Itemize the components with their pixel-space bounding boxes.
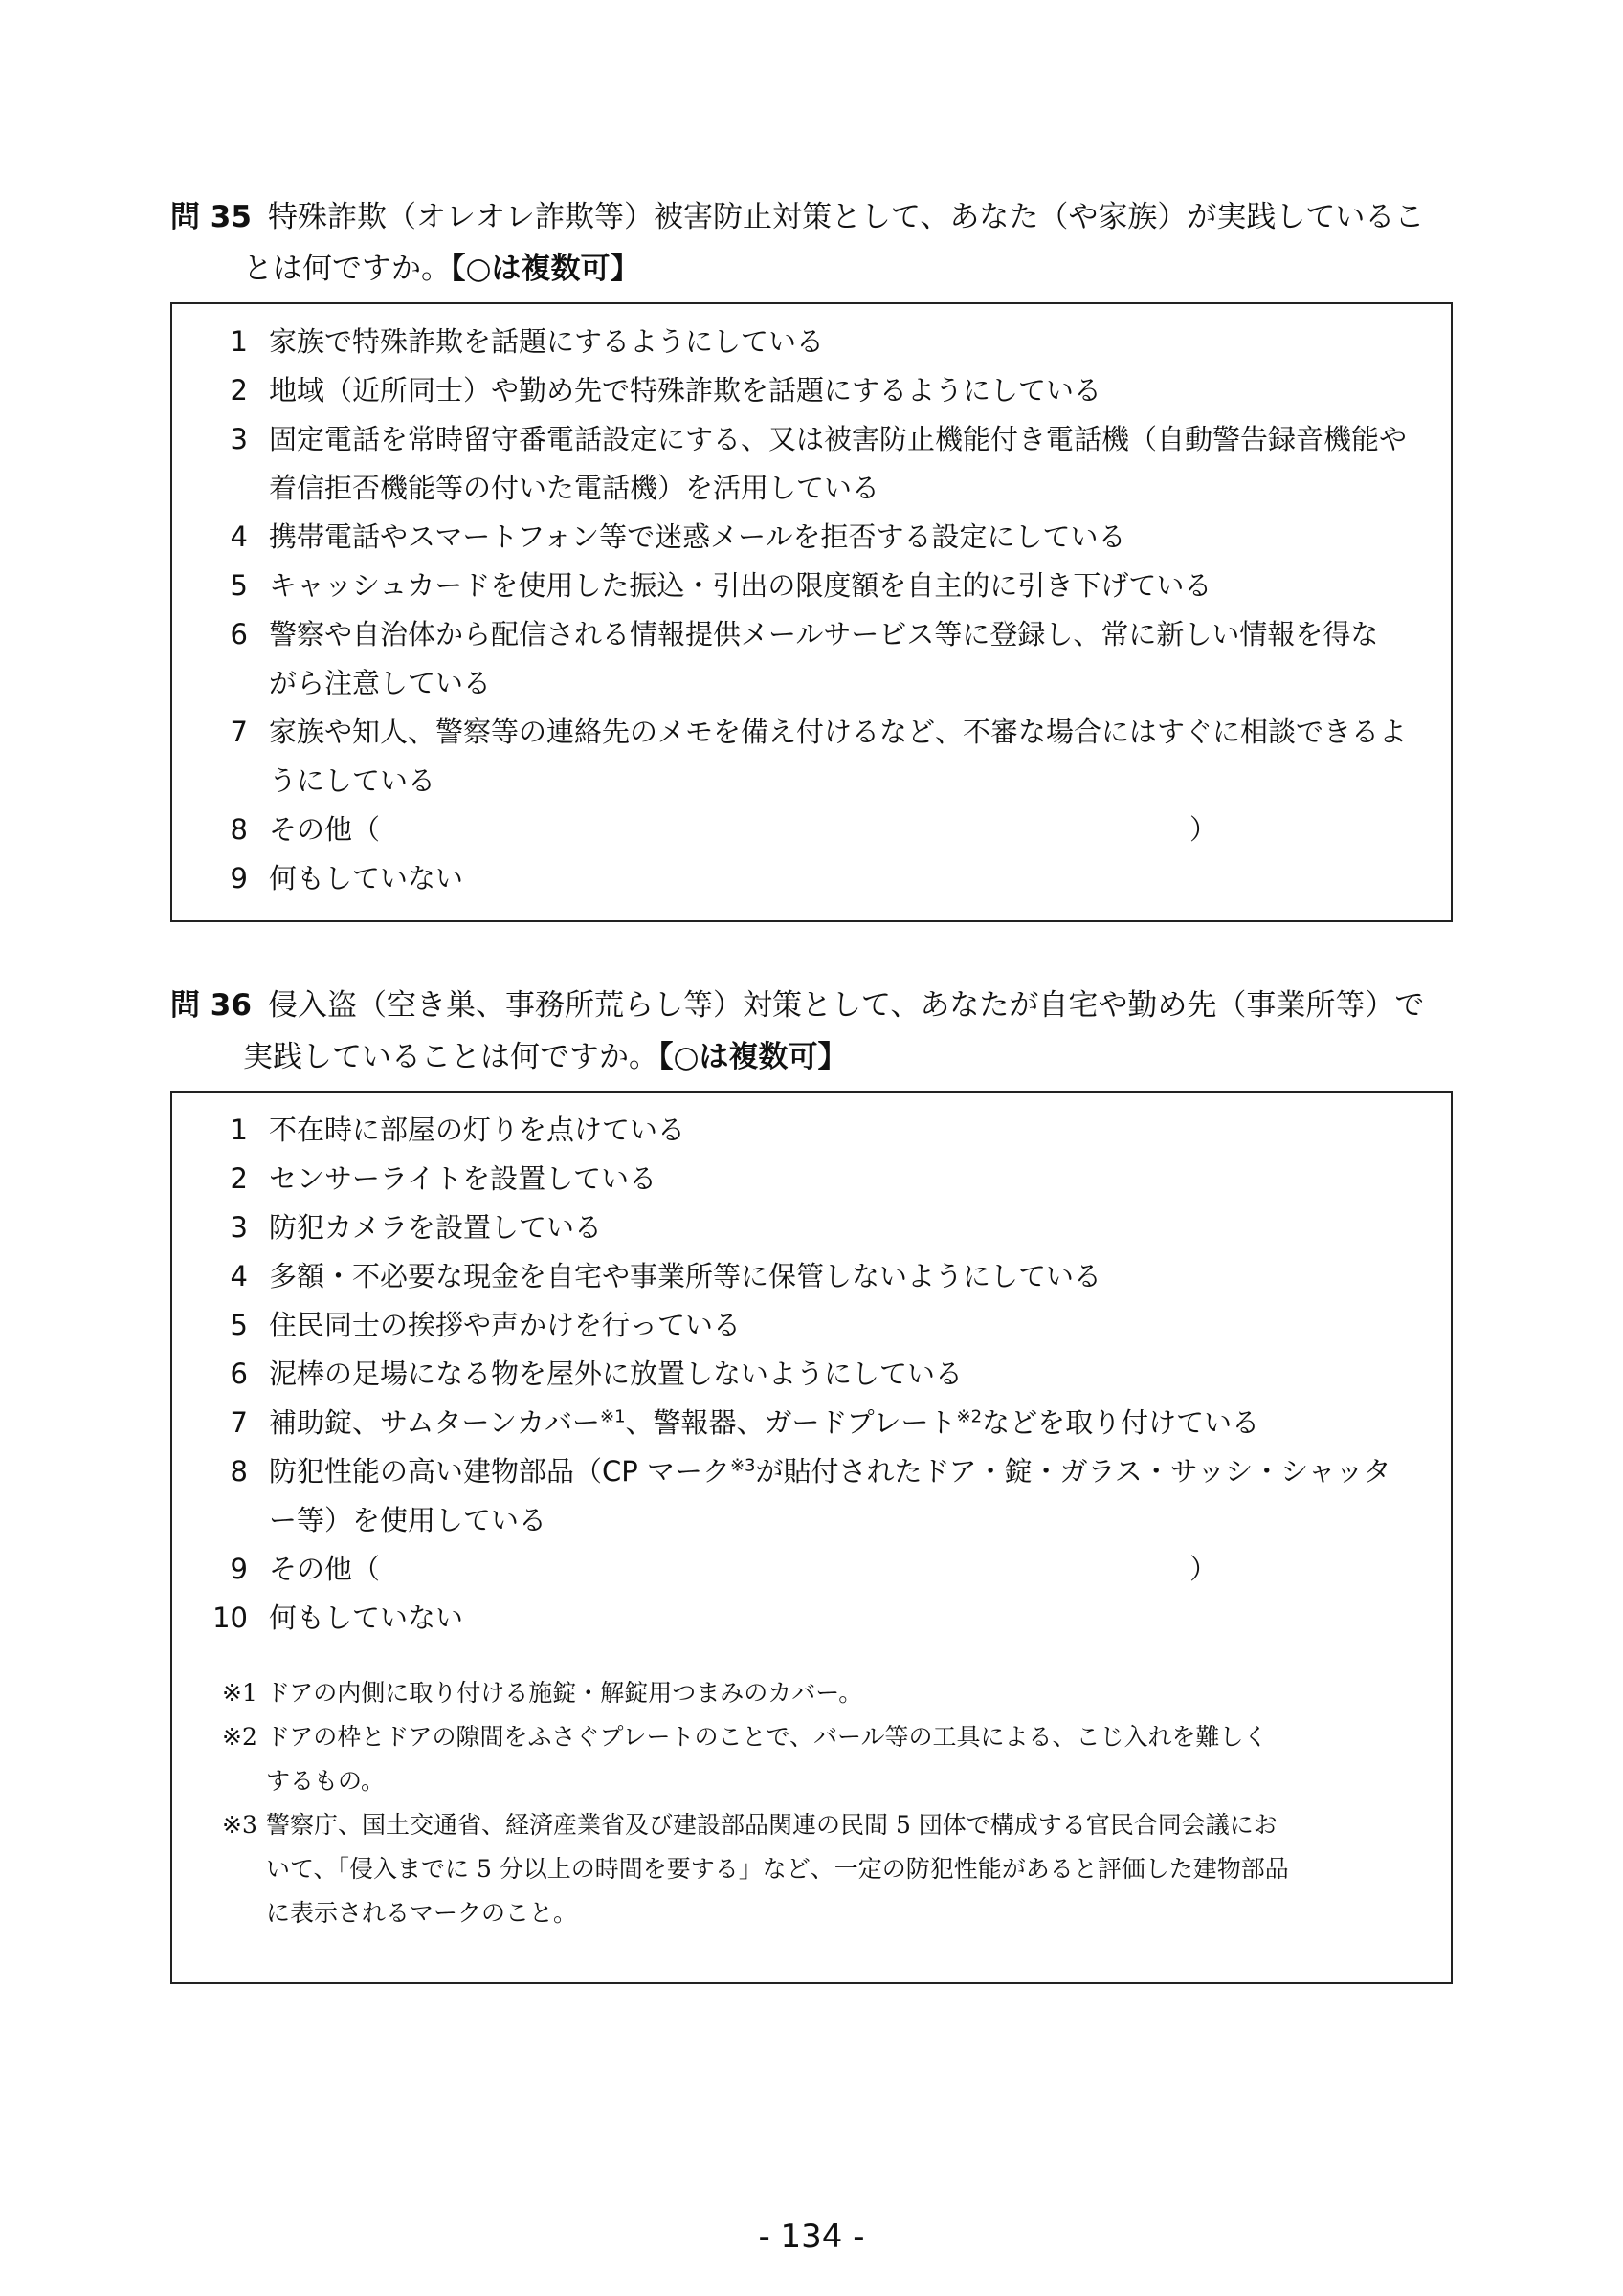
q36-options-box bbox=[170, 1091, 1453, 1984]
option-text: 不在時に部屋の灯りを点けている bbox=[269, 1114, 686, 1146]
option-number: 9 bbox=[230, 1553, 248, 1585]
option-text: 防犯性能の高い建物部品（CP マーク$^{※3}$が貼付されたドア・錠・ガラス・サッシ・シャッタ ー等）を使用している bbox=[269, 1455, 1391, 1536]
page-number: - 134 - bbox=[758, 2218, 865, 2256]
q35-option-5[interactable] bbox=[172, 562, 1451, 610]
footnote-1 bbox=[222, 1671, 1432, 1715]
option-number: 6 bbox=[230, 618, 248, 651]
q35-option-8[interactable] bbox=[172, 806, 1451, 854]
q35-option-6[interactable] bbox=[172, 610, 1451, 708]
q36-option-8[interactable] bbox=[172, 1447, 1451, 1545]
question-36 bbox=[170, 980, 1453, 1083]
multiple-answer-tag: 【○は複数可】 bbox=[658, 1040, 848, 1074]
footnote-3 bbox=[222, 1803, 1432, 1935]
q36-option-9-other[interactable] bbox=[172, 1545, 1451, 1594]
footnotes bbox=[172, 1671, 1451, 1954]
option-number: 3 bbox=[230, 423, 248, 455]
footnote-mark: ※1 bbox=[222, 1679, 257, 1707]
option-number: 7 bbox=[230, 1406, 248, 1439]
option-text: 固定電話を常時留守番電話設定にする、又は被害防止機能付き電話機（自動警告録音機能や 着信拒否機能等の付いた電話機）を活用している bbox=[269, 423, 1408, 504]
option-number: 1 bbox=[230, 325, 248, 358]
q35-option-3[interactable] bbox=[172, 415, 1451, 513]
question-text: 特殊詐欺（オレオレ詐欺等）被害防止対策として、あなた（や家族）が実践しているこ bbox=[268, 200, 1425, 234]
option-number: 5 bbox=[230, 569, 248, 602]
option-number: 1 bbox=[230, 1114, 248, 1146]
option-number: 8 bbox=[230, 813, 248, 846]
option-text: 泥棒の足場になる物を屋外に放置しないようにしている bbox=[269, 1358, 964, 1390]
footnote-ref-3: ※3 bbox=[729, 1455, 756, 1476]
option-number: 7 bbox=[230, 716, 248, 748]
q36-option-10[interactable] bbox=[172, 1594, 1451, 1643]
other-label: その他（ bbox=[269, 1553, 381, 1585]
q35-option-4[interactable] bbox=[172, 513, 1451, 562]
footnote-text: ドアの内側に取り付ける施錠・解錠用つまみのカバー。 bbox=[266, 1679, 863, 1707]
option-text: 多額・不必要な現金を自宅や事業所等に保管しないようにしている bbox=[269, 1260, 1102, 1292]
option-number: 5 bbox=[230, 1309, 248, 1341]
option-text: 補助錠、サムターンカバー$^{※1}$、警報器、ガードプレート$^{※2}$などを取り付けている bbox=[269, 1406, 1260, 1439]
footnote-text: ドアの枠とドアの隙間をふさぐプレートのことで、バール等の工具による、こじ入れを難しく するもの。 bbox=[266, 1723, 1268, 1795]
question-text: 侵入盗（空き巣、事務所荒らし等）対策として、あなたが自宅や勤め先（事業所等）で bbox=[268, 988, 1425, 1023]
option-text: 携帯電話やスマートフォン等で迷惑メールを拒否する設定にしている bbox=[269, 520, 1126, 553]
other-close-paren: ） bbox=[1189, 813, 1218, 846]
q36-option-7[interactable] bbox=[172, 1399, 1451, 1447]
option-number: 10 bbox=[212, 1601, 248, 1634]
option-text: 住民同士の挨拶や声かけを行っている bbox=[269, 1309, 742, 1341]
question-number: 問 35 bbox=[170, 200, 252, 234]
q36-option-4[interactable] bbox=[172, 1252, 1451, 1301]
option-text: 何もしていない bbox=[269, 862, 464, 894]
footnote-text: 警察庁、国土交通省、経済産業省及び建設部品関連の民間 5 団体で構成する官民合同会議にお いて、「侵入までに 5 分以上の時間を要する」など、一定の防犯性能があると評価した建物部品 に表示されるマークのこと。 bbox=[266, 1811, 1289, 1927]
option-number: 6 bbox=[230, 1358, 248, 1390]
q35-option-7[interactable] bbox=[172, 708, 1451, 806]
option-number: 9 bbox=[230, 862, 248, 894]
option-text: キャッシュカードを使用した振込・引出の限度額を自主的に引き下げている bbox=[269, 569, 1212, 602]
option-text: 何もしていない bbox=[269, 1601, 464, 1634]
option-number: 4 bbox=[230, 1260, 248, 1292]
q35-option-2[interactable] bbox=[172, 366, 1451, 415]
option-number: 4 bbox=[230, 520, 248, 553]
option-number: 2 bbox=[230, 1162, 248, 1195]
footnote-2 bbox=[222, 1715, 1432, 1803]
q35-option-9[interactable] bbox=[172, 854, 1451, 903]
footnote-ref-2: ※2 bbox=[956, 1406, 983, 1427]
option-text: センサーライトを設置している bbox=[269, 1162, 657, 1195]
option-number: 2 bbox=[230, 374, 248, 407]
option-text: 地域（近所同士）や勤め先で特殊詐欺を話題にするようにしている bbox=[269, 374, 1102, 407]
question-text-continued: とは何ですか。 bbox=[243, 252, 451, 286]
footnote-mark: ※3 bbox=[222, 1811, 257, 1839]
option-number: 3 bbox=[230, 1211, 248, 1244]
other-label: その他（ bbox=[269, 813, 381, 846]
footnote-ref-1: ※1 bbox=[599, 1406, 626, 1427]
q36-option-3[interactable] bbox=[172, 1203, 1451, 1252]
option-text: 警察や自治体から配信される情報提供メールサービス等に登録し、常に新しい情報を得な がら注意している bbox=[269, 618, 1379, 699]
question-text-continued: 実践していることは何ですか。 bbox=[243, 1040, 658, 1074]
other-close-paren: ） bbox=[1189, 1553, 1218, 1585]
q36-option-2[interactable] bbox=[172, 1155, 1451, 1203]
question-35 bbox=[170, 191, 1453, 295]
footnote-mark: ※2 bbox=[222, 1723, 257, 1751]
multiple-answer-tag: 【○は複数可】 bbox=[451, 252, 640, 286]
question-number: 問 36 bbox=[170, 988, 252, 1023]
q35-options-box bbox=[170, 302, 1453, 922]
option-text: 防犯カメラを設置している bbox=[269, 1211, 603, 1244]
q36-option-1[interactable] bbox=[172, 1106, 1451, 1155]
option-number: 8 bbox=[230, 1455, 248, 1488]
q36-option-6[interactable] bbox=[172, 1350, 1451, 1399]
q35-option-1[interactable] bbox=[172, 318, 1451, 366]
option-text: 家族で特殊詐欺を話題にするようにしている bbox=[269, 325, 825, 358]
option-text: 家族や知人、警察等の連絡先のメモを備え付けるなど、不審な場合にはすぐに相談できるよ うにしている bbox=[269, 716, 1408, 797]
q36-option-5[interactable] bbox=[172, 1301, 1451, 1350]
